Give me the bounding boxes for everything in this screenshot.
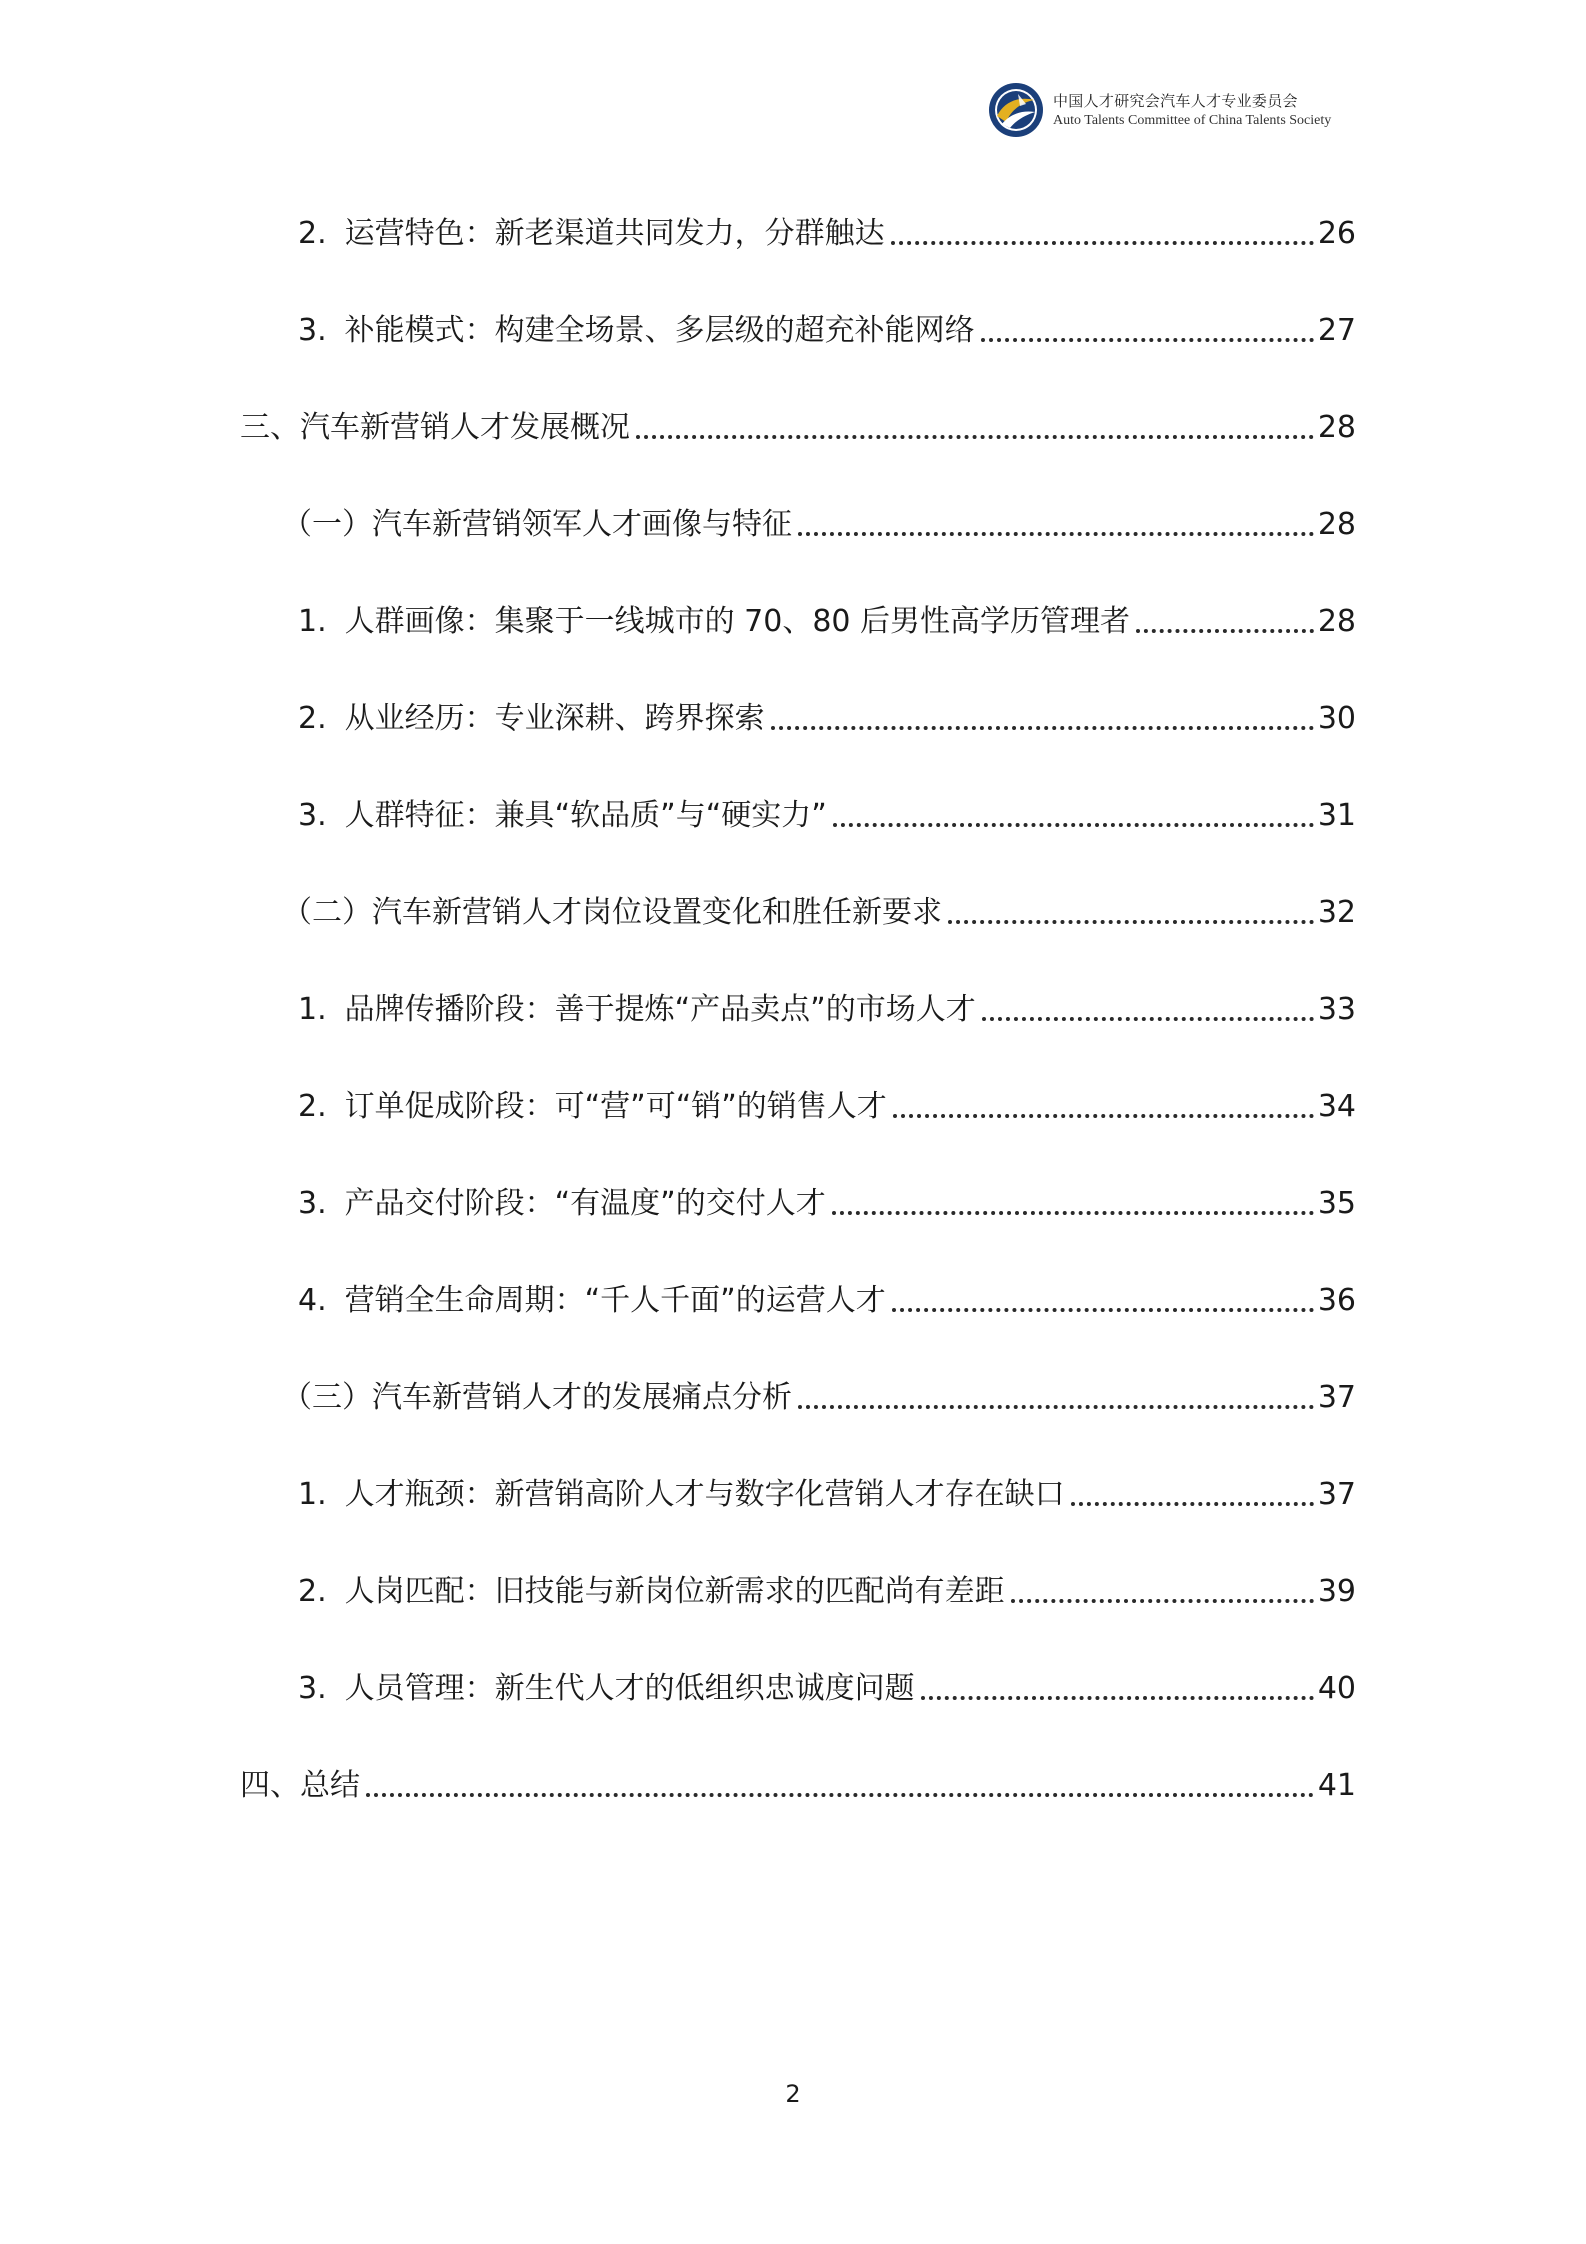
dot-leader <box>798 1405 1314 1409</box>
toc-entry-number: 3. <box>298 1671 327 1706</box>
toc-entry-page: 27 <box>1317 313 1356 348</box>
toc-entry[interactable] <box>282 891 1356 935</box>
org-name-en: Auto Talents Committee of China Talents Society <box>1053 113 1332 128</box>
toc-entry-page: 31 <box>1317 798 1356 833</box>
toc-entry-page: 28 <box>1317 507 1356 542</box>
toc-entry[interactable] <box>298 600 1356 644</box>
toc-entry-title: （二）汽车新营销人才岗位设置变化和胜任新要求 <box>282 895 942 930</box>
toc-entry-number: 3. <box>298 1186 327 1221</box>
toc-entry-title: 产品交付阶段：“有温度”的交付人才 <box>344 1186 826 1221</box>
toc-entry[interactable] <box>298 1570 1356 1614</box>
toc-entry-title: 从业经历：专业深耕、跨界探索 <box>344 701 765 736</box>
toc-entry-page: 36 <box>1317 1283 1356 1318</box>
toc-entry[interactable] <box>298 1473 1356 1517</box>
toc-entry[interactable] <box>298 697 1356 741</box>
dot-leader <box>832 1211 1314 1215</box>
toc-entry-number: 2. <box>298 701 327 736</box>
dot-leader <box>981 338 1314 342</box>
toc-entry-title: 订单促成阶段：可“营”可“销”的销售人才 <box>344 1089 887 1124</box>
toc-entry-title: （三）汽车新营销人才的发展痛点分析 <box>282 1380 792 1415</box>
toc-entry-number: 1. <box>298 604 327 639</box>
toc-entry-page: 41 <box>1317 1768 1356 1803</box>
toc-entry-number: 1. <box>298 992 327 1027</box>
dot-leader <box>892 1308 1314 1312</box>
toc-entry-page: 37 <box>1317 1477 1356 1512</box>
toc-entry[interactable] <box>240 1764 1356 1808</box>
dot-leader <box>891 241 1314 245</box>
toc-entry-page: 33 <box>1317 992 1356 1027</box>
toc-entry-number: 1. <box>298 1477 327 1512</box>
toc-entry-page: 28 <box>1317 604 1356 639</box>
toc-entry-title: 人群特征：兼具“软品质”与“硬实力” <box>344 798 827 833</box>
toc-entry-title: 运营特色：新老渠道共同发力，分群触达 <box>344 216 885 251</box>
dot-leader <box>893 1114 1314 1118</box>
toc-entry-page: 28 <box>1317 410 1356 445</box>
toc-entry-title: 人才瓶颈：新营销高阶人才与数字化营销人才存在缺口 <box>344 1477 1065 1512</box>
toc-entry-title: 四、总结 <box>240 1768 360 1803</box>
toc-entry-number: 4. <box>298 1283 327 1318</box>
toc-entry[interactable] <box>298 988 1356 1032</box>
page-number: 2 <box>785 2080 801 2108</box>
toc-entry-number: 3. <box>298 798 327 833</box>
toc-entry-page: 35 <box>1317 1186 1356 1221</box>
dot-leader <box>1136 629 1314 633</box>
dot-leader <box>366 1793 1314 1797</box>
toc-entry[interactable] <box>298 1667 1356 1711</box>
toc-entry-title: 人群画像：集聚于一线城市的 70、80 后男性高学历管理者 <box>344 604 1131 639</box>
toc-entry-title: 补能模式：构建全场景、多层级的超充补能网络 <box>344 313 975 348</box>
dot-leader <box>636 435 1314 439</box>
toc-entry-title: 人员管理：新生代人才的低组织忠诚度问题 <box>344 1671 915 1706</box>
toc-entry-page: 26 <box>1317 216 1356 251</box>
toc-entry-number: 3. <box>298 313 327 348</box>
toc-entry-number: 2. <box>298 1089 327 1124</box>
toc-entry-page: 32 <box>1317 895 1356 930</box>
toc-entry-number: 2. <box>298 1574 327 1609</box>
dot-leader <box>798 532 1314 536</box>
toc-entry[interactable] <box>298 212 1356 256</box>
dot-leader <box>1011 1599 1314 1603</box>
toc-entry-title: 三、汽车新营销人才发展概况 <box>240 410 630 445</box>
org-name-cn: 中国人才研究会汽车人才专业委员会 <box>1053 92 1298 110</box>
toc-entry-page: 34 <box>1317 1089 1356 1124</box>
toc-entry-title: 营销全生命周期：“千人千面”的运营人才 <box>344 1283 886 1318</box>
toc-entry[interactable] <box>298 1085 1356 1129</box>
dot-leader <box>771 726 1314 730</box>
toc-entry-page: 37 <box>1317 1380 1356 1415</box>
toc-entry-page: 40 <box>1317 1671 1356 1706</box>
toc-entry-title: 人岗匹配：旧技能与新岗位新需求的匹配尚有差距 <box>344 1574 1005 1609</box>
toc-entry[interactable] <box>240 406 1356 450</box>
dot-leader <box>833 823 1314 827</box>
dot-leader <box>921 1696 1314 1700</box>
toc-entry-title: （一）汽车新营销领军人才画像与特征 <box>282 507 792 542</box>
dot-leader <box>1071 1502 1314 1506</box>
toc-entry[interactable] <box>282 503 1356 547</box>
dot-leader <box>982 1017 1314 1021</box>
toc-entry[interactable] <box>298 794 1356 838</box>
toc-entry[interactable] <box>298 1182 1356 1226</box>
toc-entry[interactable] <box>298 309 1356 353</box>
toc-entry-title: 品牌传播阶段：善于提炼“产品卖点”的市场人才 <box>344 992 976 1027</box>
toc-entry-page: 30 <box>1317 701 1356 736</box>
toc-entry[interactable] <box>298 1279 1356 1323</box>
dot-leader <box>948 920 1314 924</box>
toc-entry-number: 2. <box>298 216 327 251</box>
toc-entry-page: 39 <box>1317 1574 1356 1609</box>
toc-entry[interactable] <box>282 1376 1356 1420</box>
